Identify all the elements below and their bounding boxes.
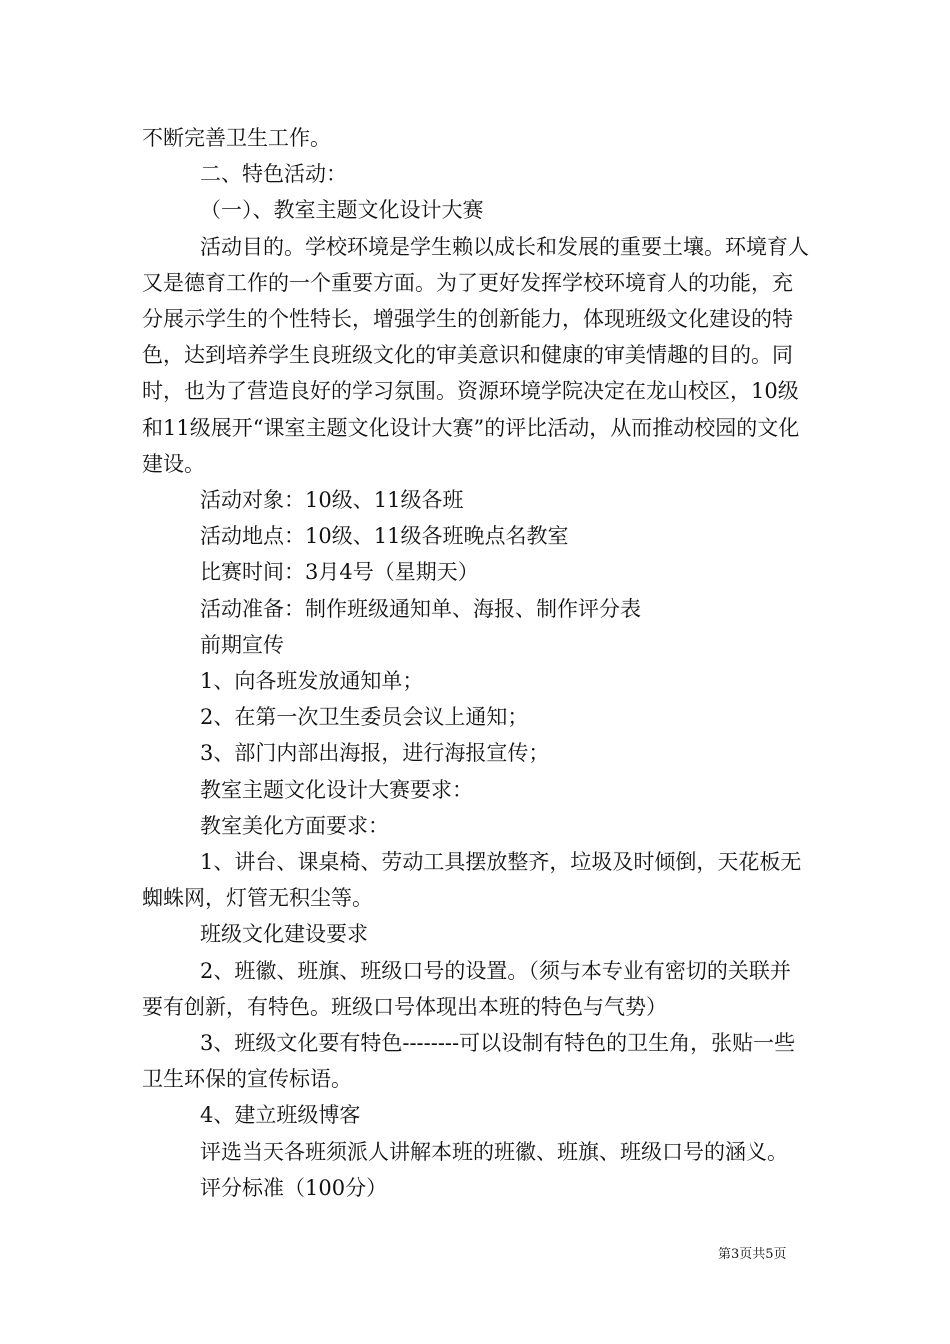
paragraph-0: 不断完善卫生工作。 — [142, 126, 331, 150]
paragraph-culture-item-2: 2、班徽、班旗、班级口号的设置。（须与本专业有密切的关联并要有创新，有特色。班级口号体现出本班的特色与气势） — [142, 958, 791, 1019]
document-body — [142, 120, 810, 1206]
paragraph-beautify-item: 1、讲台、课桌椅、劳动工具摆放整齐，垃圾及时倾倒，天花板无蜘蛛网，灯管无积尘等。 — [142, 850, 802, 911]
paragraph-preparation: 活动准备：制作班级通知单、海报、制作评分表 — [200, 596, 641, 621]
paragraph-time: 比赛时间：3月4号（星期天） — [200, 560, 479, 585]
paragraph-beautify-heading: 教室美化方面要求： — [200, 813, 389, 838]
list-item-3: 3、部门内部出海报，进行海报宣传； — [200, 741, 550, 766]
paragraph-culture-item-3: 3、班级文化要有特色--------可以设制有特色的卫生角，张贴一些卫生环保的宣传标语。 — [142, 1031, 796, 1092]
paragraph-scoring-heading: 评分标准（100分） — [200, 1175, 388, 1200]
page-number-footer: 第3页共5页 — [718, 1247, 787, 1262]
paragraph-culture-item-4: 4、建立班级博客 — [200, 1103, 361, 1128]
paragraph-purpose: 活动目的。学校环境是学生赖以成长和发展的重要土壤。环境育人又是德育工作的一个重要方面。为了更好发挥学校环境育人的功能，充分展示学生的个性特长，增强学生的创新能力，体现班级文化建设的特色，达到培养学生良班级文化的审美意识和健康的审美情趣的目的。同时，也为了营造良好的学习氛围。资源环境学院决定在龙山校区，10级和11级展开“课室主题文化设计大赛”的评比活动，从而推动校园的文化建设。 — [142, 234, 809, 476]
subsection-heading-design-contest: （一）、教室主题文化设计大赛 — [200, 198, 484, 223]
paragraph-requirements-heading: 教室主题文化设计大赛要求： — [200, 777, 473, 802]
paragraph-publicity-heading: 前期宣传 — [200, 632, 284, 657]
section-heading-featured-activities: 二、特色活动： — [200, 162, 347, 187]
list-item-2: 2、在第一次卫生委员会议上通知； — [200, 705, 529, 730]
list-item-1: 1、向各班发放通知单； — [200, 669, 424, 694]
paragraph-selection-day: 评选当天各班须派人讲解本班的班徽、班旗、班级口号的涵义。 — [200, 1139, 788, 1164]
paragraph-location: 活动地点：10级、11级各班晚点名教室 — [200, 524, 569, 549]
paragraph-culture-heading: 班级文化建设要求 — [200, 922, 368, 947]
paragraph-target: 活动对象：10级、11级各班 — [200, 488, 464, 513]
